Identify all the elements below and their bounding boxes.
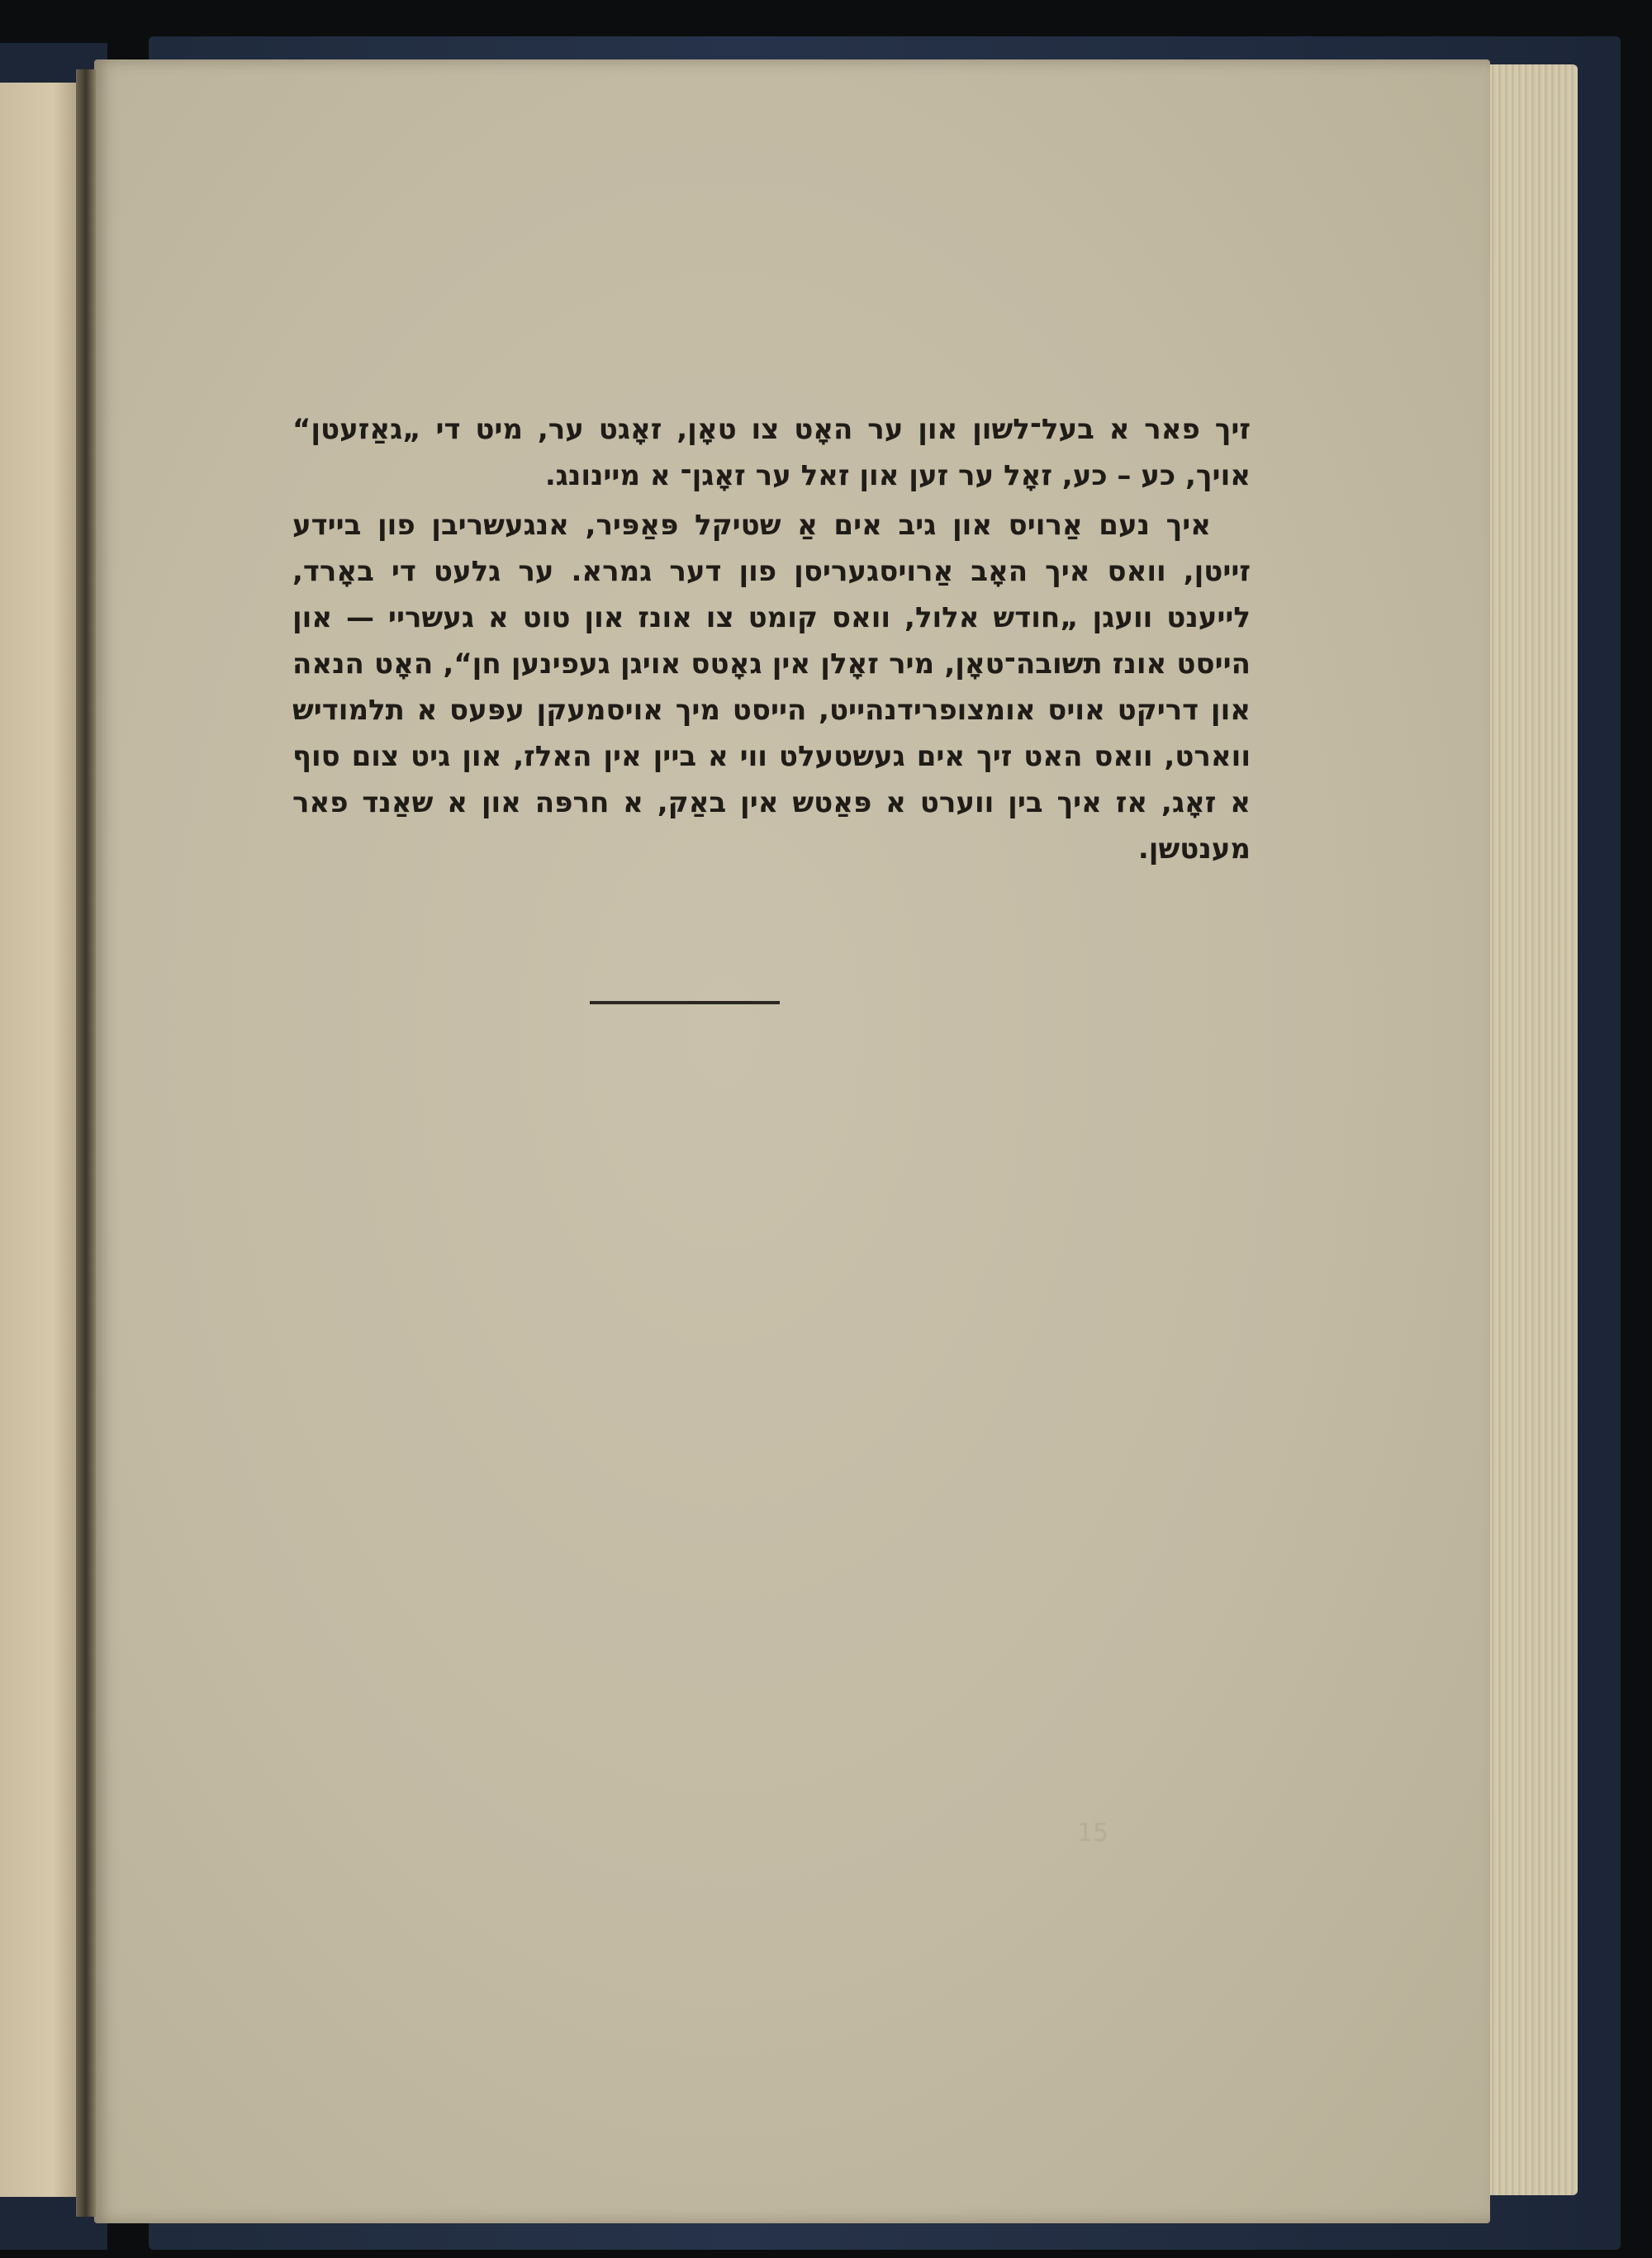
book-gutter <box>76 69 96 2217</box>
page-number: 15 <box>1077 1819 1109 1848</box>
paragraph-1: זיך פאר א בעל־לשון און ער האָט צו טאָן, זאָגט ער, מיט די „גאַזעטן“ אויך, כע – כע, זאָל ער זען און זאל ער זאָגן־ א מיינונג. <box>292 413 1251 492</box>
paragraph-2: איך נעם אַרויס און גיב אים אַ שטיקל פּאַפּיר, אנגעשריבן פון ביידע זייטן, וואס איך האָב אַרויסגעריסן פון דער גמרא. ער גלעט די באָרד, לייענט וועגן „חודש אלול, וואס קומט צו אונז און טוט א געשריי — און הייסט אונז תשובה־טאָן, מיר זאָלן אין גאָטס אויגן געפינען חן“, האָט הנאה און דריקט אויס אומצופרידנהייט, הייסט מיך אויסמעקן עפּעס א תלמודיש ווארט, וואס האט זיך אים געשטעלט ווי א ביין אין האלז, און גיט צום סוף א זאָג, אז איך בין ווערט א פּאַטש אין באַק, א חרפּה און א שאַנד פאר מענטשן. <box>292 509 1251 866</box>
body-text <box>292 406 1251 872</box>
left-facing-page <box>0 83 76 2197</box>
book-page <box>94 59 1490 2223</box>
section-end-rule <box>590 1001 780 1004</box>
